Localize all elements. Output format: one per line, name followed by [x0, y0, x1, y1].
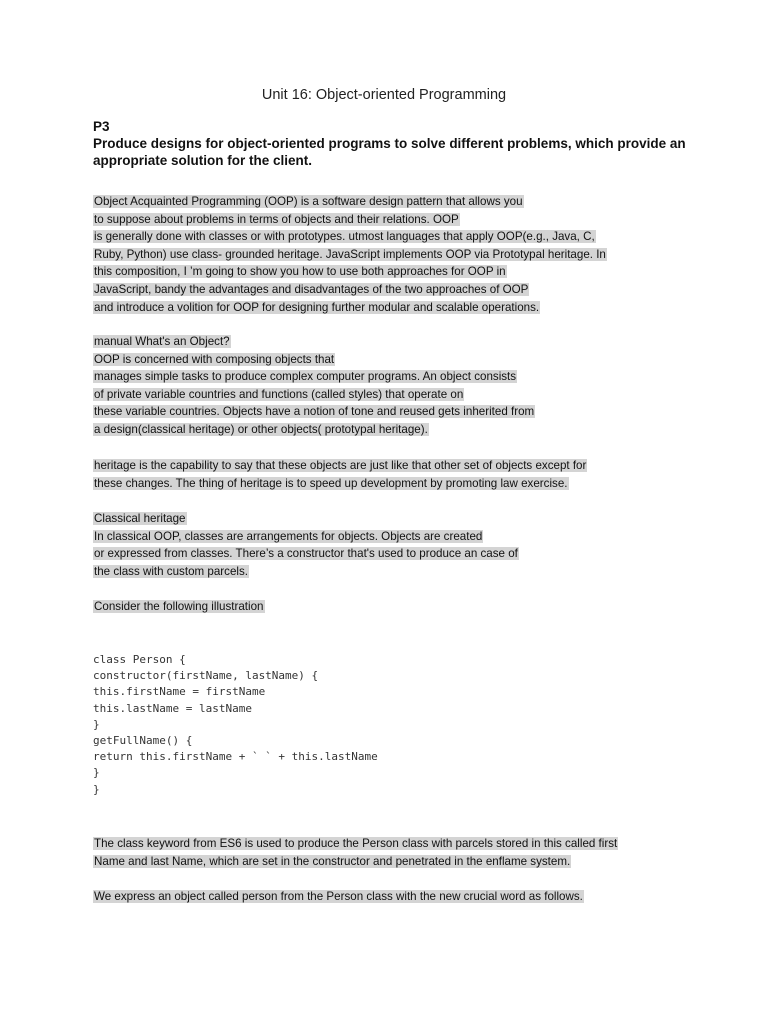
- code-line: return this.firstName + ` ` + this.lastName: [93, 750, 378, 764]
- paragraph-line: or expressed from classes. There’s a constructor that's used to produce an case of: [94, 547, 518, 561]
- paragraph-line: is generally done with classes or with prototypes. utmost languages that apply OOP(e.g., Java, C,: [94, 230, 595, 244]
- paragraph-line: the class with custom parcels.: [94, 564, 248, 578]
- code-line: }: [93, 717, 100, 731]
- paragraph-line: The class keyword from ES6 is used to produce the Person class with parcels stored in this called first: [94, 837, 618, 850]
- intro-paragraph: [93, 193, 693, 316]
- paragraph-line: Name and last Name, which are set in the constructor and penetrated in the enflame system.: [94, 854, 571, 868]
- paragraph-line: these changes. The thing of heritage is to speed up development by promoting law exercise.: [94, 476, 568, 490]
- paragraph-line: manages simple tasks to produce complex computer programs. An object consists: [94, 370, 517, 384]
- section-heading: Classical heritage: [94, 512, 186, 525]
- code-line: this.lastName = lastName: [93, 701, 252, 715]
- criterion-text-line: Produce designs for object-oriented programs to solve different problems, which provide an: [93, 136, 686, 151]
- criterion-code: P3: [93, 119, 110, 134]
- code-line: getFullName() {: [93, 734, 193, 748]
- paragraph-line: Consider the following illustration: [94, 600, 264, 613]
- code-line: this.firstName = firstName: [93, 685, 266, 699]
- paragraph-line: OOP is concerned with composing objects that: [94, 352, 335, 366]
- criterion-text-line: appropriate solution for the client.: [93, 153, 313, 168]
- classical-paragraph: [93, 510, 693, 580]
- paragraph-line: this composition, I ’m going to show you how to use both approaches for OOP in: [94, 265, 506, 279]
- paragraph-line: and introduce a volition for OOP for designing further modular and scalable operations.: [94, 300, 540, 314]
- express-paragraph: [93, 888, 693, 906]
- paragraph-line: In classical OOP, classes are arrangements for objects. Objects are created: [94, 529, 483, 543]
- paragraph-line: a design(classical heritage) or other objects( prototypal heritage).: [94, 422, 428, 436]
- assignment-heading: [93, 118, 693, 169]
- paragraph-line: heritage is the capability to say that these objects are just like that other set of objects except for: [94, 459, 587, 472]
- heritage-paragraph: [93, 457, 693, 492]
- consider-paragraph: [93, 598, 693, 616]
- paragraph-line: of private variable countries and functions (called styles) that operate on: [94, 387, 464, 401]
- code-line: constructor(firstName, lastName) {: [93, 669, 319, 683]
- code-line: }: [93, 782, 100, 796]
- document-title: Unit 16: Object-oriented Programming: [261, 87, 507, 103]
- paragraph-line: these variable countries. Objects have a notion of tone and reused gets inherited from: [94, 405, 535, 419]
- paragraph-line: JavaScript, bandy the advantages and disadvantages of the two approaches of OOP: [94, 282, 529, 296]
- section-heading: manual What's an Object?: [94, 335, 230, 348]
- paragraph-line: Object Acquainted Programming (OOP) is a software design pattern that allows you: [94, 195, 523, 208]
- paragraph-line: Ruby, Python) use class- grounded heritage. JavaScript implements OOP via Prototypal heritage. In: [94, 247, 606, 261]
- code-line: class Person {: [93, 653, 186, 666]
- code-line: }: [93, 766, 100, 780]
- class-keyword-paragraph: [93, 835, 693, 870]
- code-sample: [93, 652, 653, 798]
- object-paragraph: [93, 333, 693, 439]
- paragraph-line: to suppose about problems in terms of objects and their relations. OOP: [94, 212, 459, 226]
- paragraph-line: We express an object called person from the Person class with the new crucial word as follows.: [94, 890, 583, 903]
